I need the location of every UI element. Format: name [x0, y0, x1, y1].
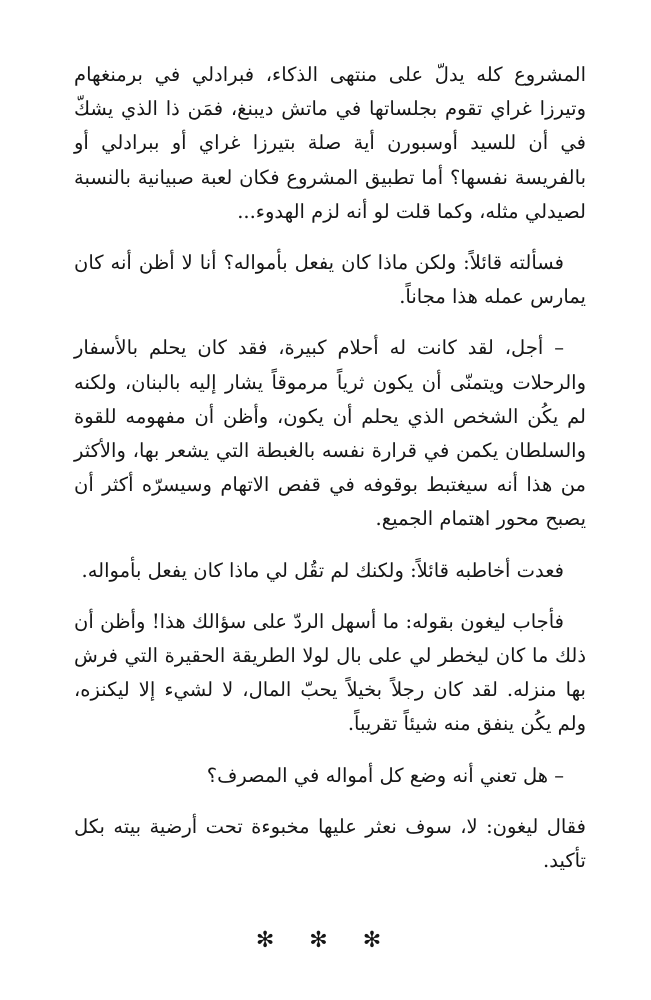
paragraph-3: – أجل، لقد كانت له أحلام كبيرة، فقد كان يحلم بالأسفار والرحلات ويتمنّى أن يكون ثرياً مرموقاً يشار إليه بالبنان، ولكنه لم يكُن الشخص الذي يحلم أن يكون، وأظن أن مفهومه للقوة والسلطان يكمن في قرارة نفسه بالغبطة التي يشعر بها، والأكثر من هذا أنه سيغتبط بوقوفه في قفص الاتهام وسيسرّه أكثر أن يصبح محور اهتمام الجميع. — [74, 336, 586, 531]
page-text — [74, 58, 586, 895]
paragraph-2: فسألته قائلاً: ولكن ماذا كان يفعل بأمواله؟ أنا لا أظن أنه كان يمارس عمله هذا مجاناً. — [74, 251, 586, 309]
paragraph-5: فأجاب ليغون بقوله: ما أسهل الردّ على سؤالك هذا! وأظن أن ذلك ما كان ليخطر لي على بال لولا الطريقة الحقيرة التي فرش بها منزله. لقد كان رجلاً بخيلاً يحبّ المال، لا لشيء إلا ليكنزه، ولم يكُن ينفق منه شيئاً تقريباً. — [74, 609, 586, 736]
paragraph-7: فقال ليغون: لا، سوف نعثر عليها مخبوءة تحت أرضية بيته بكل تأكيد. — [74, 814, 586, 873]
paragraph-4: فعدت أخاطبه قائلاً: ولكنك لم تقُل لي ماذا كان يفعل بأمواله. — [81, 558, 564, 582]
paragraph-1: المشروع كله يدلّ على منتهى الذكاء، فبرادلي في برمنغهام وتيرزا غراي تقوم بجلساتها في ماتش ديبنغ، فمَن ذا الذي يشكّ في أن للسيد أوسبورن أية صلة بتيرزا غراي أو ببرادلي أو بالفريسة نفسها؟ أما تطبيق المشروع فكان لعبة صبيانية بالنسبة لصيدلي مثله، وكما قلت لو أنه لزم الهدوء... — [74, 63, 586, 223]
paragraph-6: – هل تعني أنه وضع كل أمواله في المصرف؟ — [206, 763, 564, 787]
section-separator: ✻ ✻ ✻ — [255, 928, 396, 953]
